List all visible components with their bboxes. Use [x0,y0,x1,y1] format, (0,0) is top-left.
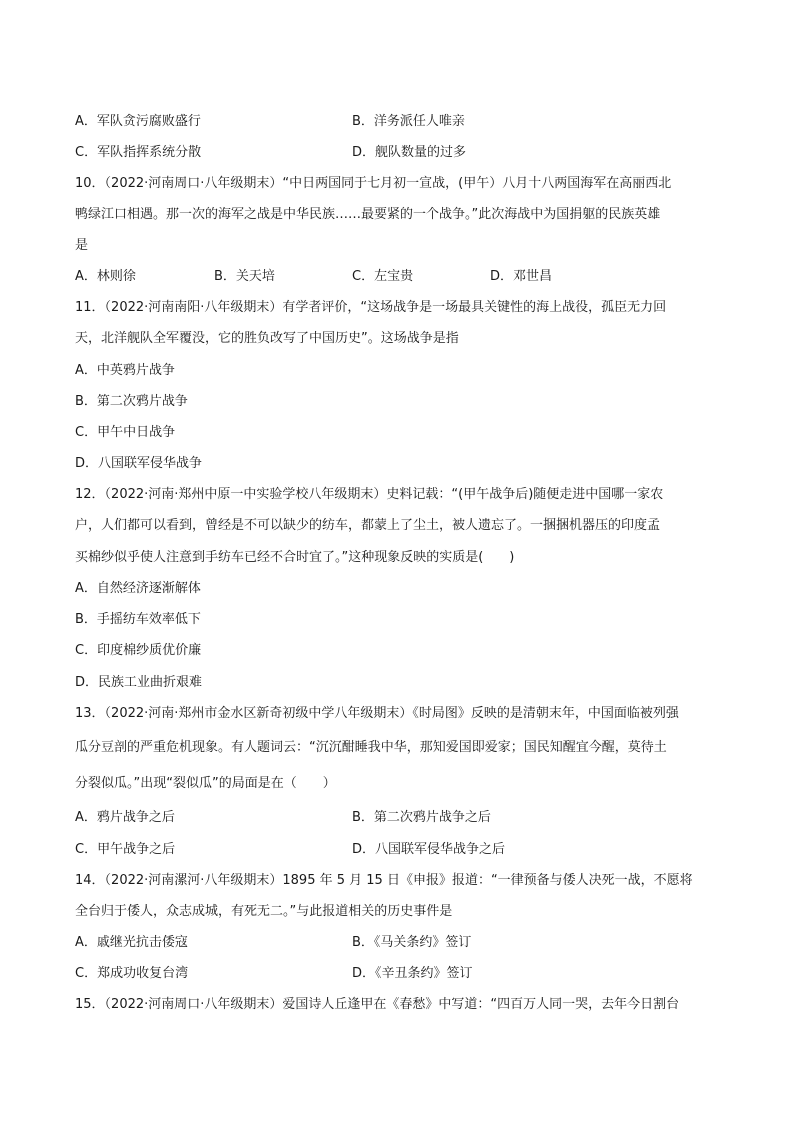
option-text: 军队贪污腐败盛行 [96,114,201,129]
option-text: 舰队数量的过多 [375,145,467,160]
option-letter: A． [75,935,97,950]
q9-option-d[interactable] [352,144,466,162]
option-text: 八国联军侵华战争 [98,456,203,471]
option-letter: A． [75,581,97,596]
question-text-line: 鸭绿江口相遇。那一次的海军之战是中华民族……最要紧的一个战争。”此次海战中为国捐躯的民族英雄 [75,207,661,222]
q13-option-d[interactable] [352,841,505,859]
option-letter: D． [352,842,376,857]
option-text: 邓世昌 [513,269,553,284]
option-letter: B． [352,935,374,950]
question-text-line: 15．（2022·河南周口·八年级期末）爱国诗人丘逢甲在《春愁》中写道：“四百万人同一哭，去年今日割台 [75,997,680,1012]
q12-option-c[interactable] [75,642,201,660]
q13-option-c[interactable] [75,841,175,859]
question-text-line: 瓜分豆剖的严重危机现象。有人题词云：“沉沉酣睡我中华，那知爱国即爱家；国民知醒宜今醒，莫待土 [75,740,667,755]
option-letter: D． [352,966,376,981]
option-letter: C． [75,966,98,981]
option-text: 第二次鸦片战争之后 [373,810,491,825]
option-text: 自然经济逐渐解体 [96,581,201,596]
q11-option-d[interactable] [75,455,202,473]
q12-option-d[interactable] [75,674,202,692]
option-letter: C． [75,145,98,160]
q9-option-a[interactable] [75,113,201,131]
option-letter: B． [214,269,236,284]
q12-option-a[interactable] [75,580,201,598]
option-text: 手摇纺车效率低下 [96,612,201,627]
option-text: 关天培 [235,269,275,284]
q9-option-b[interactable] [352,113,465,131]
option-letter: A． [75,114,97,129]
question-text-line: 13．（2022·河南·郑州市金水区新奇初级中学八年级期末）《时局图》反映的是清朝末年，中国面临被列强 [75,706,679,721]
option-text: 印度棉纱质优价廉 [97,643,202,658]
option-letter: B． [352,114,374,129]
option-letter: A． [75,363,97,378]
option-text: 中英鸦片战争 [96,363,175,378]
q11-option-b[interactable] [75,393,188,411]
q10-option-d[interactable] [490,268,552,286]
q14-option-c[interactable] [75,965,188,983]
option-text: 甲午战争之后 [97,842,176,857]
q13-option-a[interactable] [75,809,175,827]
option-letter: D． [75,456,99,471]
option-text: 甲午中日战争 [97,425,176,440]
question-text-line: 全台归于倭人，众志成城，有死无二。”与此报道相关的历史事件是 [75,904,453,919]
option-text: 洋务派任人唯亲 [373,114,465,129]
option-letter: B． [75,612,97,627]
question-text-line: 14．（2022·河南漯河·八年级期末）1895 年 5 月 15 日《申报》报道：“一律预备与倭人决死一战，不愿将 [75,873,693,888]
q12-option-b[interactable] [75,611,201,629]
option-text: 《马关条约》签订 [373,935,472,950]
q11-option-a[interactable] [75,362,175,380]
q10-option-a[interactable] [75,268,136,286]
option-letter: A． [75,269,97,284]
option-letter: B． [75,394,97,409]
option-letter: A． [75,810,97,825]
q10-option-c[interactable] [352,268,413,286]
option-letter: C． [75,643,98,658]
option-letter: D． [75,675,99,690]
option-text: 《辛丑条约》签订 [375,966,473,981]
option-text: 军队指挥系统分散 [97,145,202,160]
option-text: 戚继光抗击倭寇 [96,935,188,950]
option-text: 鸦片战争之后 [96,810,175,825]
question-text-line: 10．（2022·河南周口·八年级期末）“中日两国同于七月初一宣战，(甲午）八月十八两国海军在高丽西北 [75,176,672,191]
option-letter: D． [352,145,376,160]
question-text-line: 11．（2022·河南南阳·八年级期末）有学者评价，“这场战争是一场最具关键性的海上战役，孤臣无力回 [75,300,667,315]
option-text: 郑成功收复台湾 [97,966,189,981]
option-text: 民族工业曲折艰难 [98,675,203,690]
option-letter: C． [75,842,98,857]
option-text: 左宝贵 [374,269,414,284]
q14-option-b[interactable] [352,934,471,952]
q14-option-a[interactable] [75,934,188,952]
question-text-line: 户，人们都可以看到，曾经是不可以缺少的纺车，都蒙上了尘土，被人遗忘了。一捆捆机器压的印度孟 [75,518,661,533]
q9-option-c[interactable] [75,144,201,162]
option-text: 林则徐 [96,269,136,284]
option-letter: C． [352,269,375,284]
question-text-line: 天，北洋舰队全军覆没，它的胜负改写了中国历史”。这场战争是指 [75,331,459,346]
option-text: 第二次鸦片战争 [96,394,188,409]
option-letter: C． [75,425,98,440]
question-text-line: 分裂似瓜。”出现“裂似瓜”的局面是在（ ） [75,776,336,791]
question-text-line: 12．（2022·河南·郑州中原一中实验学校八年级期末）史料记载：“(甲午战争后)随便走进中国哪一家农 [75,487,664,502]
question-text-line: 是 [75,238,89,253]
option-letter: D． [490,269,514,284]
q11-option-c[interactable] [75,424,175,442]
q14-option-d[interactable] [352,965,473,983]
option-letter: B． [352,810,374,825]
option-text: 八国联军侵华战争之后 [375,842,506,857]
q10-option-b[interactable] [214,268,275,286]
q13-option-b[interactable] [352,809,491,827]
question-text-line: 买棉纱似乎使人注意到手纺车已经不合时宜了。”这种现象反映的实质是( ) [75,550,515,565]
